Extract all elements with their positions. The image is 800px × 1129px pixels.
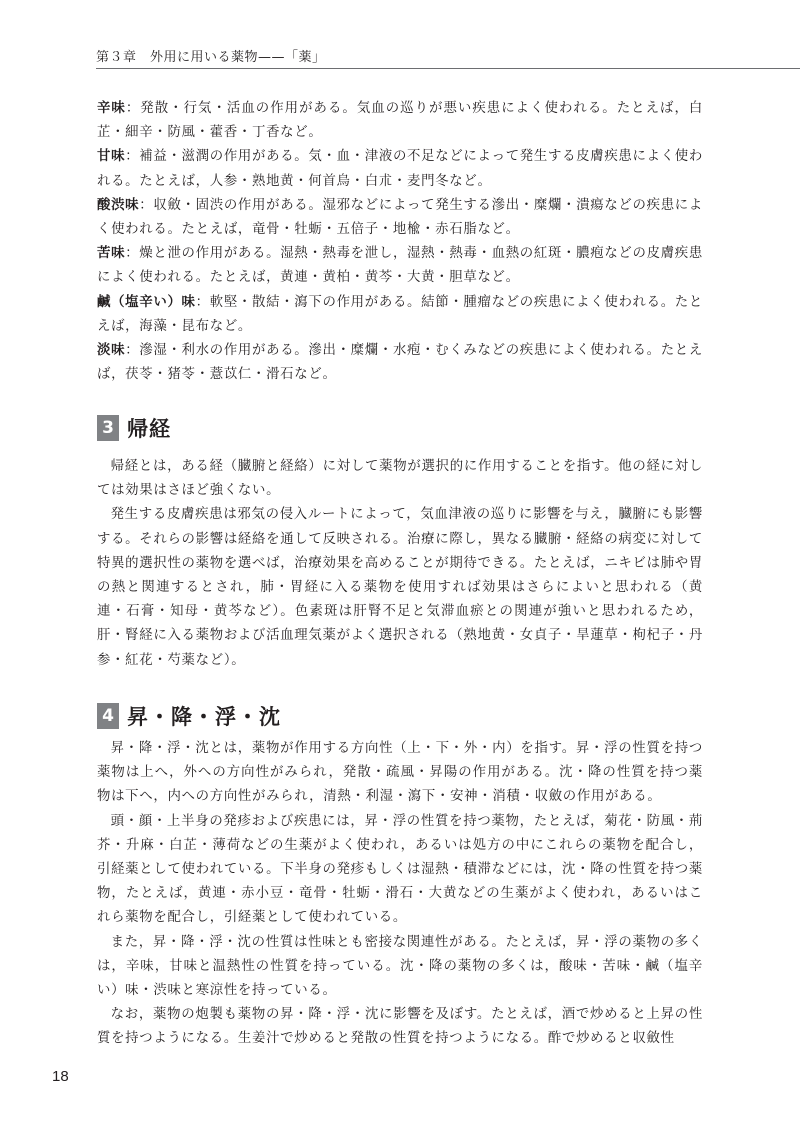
paragraph: 帰経とは，ある経（臓腑と経絡）に対して薬物が選択的に作用することを指す。他の経に対しては効果はさほど強くない。 [97, 459, 703, 499]
taste-label: 辛味 [97, 101, 126, 116]
taste-list [97, 97, 703, 387]
taste-text: ：収斂・固渋の作用がある。湿邪などによって発生する滲出・糜爛・潰瘍などの疾患によく使われる。たとえば，竜骨・牡蛎・五倍子・地楡・赤石脂など。 [97, 197, 703, 238]
section-4-body [97, 737, 703, 1052]
section-number-badge: 3 [97, 415, 119, 441]
page-number: 18 [52, 1068, 69, 1085]
taste-text: ：滲湿・利水の作用がある。滲出・糜爛・水疱・むくみなどの疾患によく使われる。たとえば，茯苓・猪苓・薏苡仁・滑石など。 [97, 343, 703, 383]
section-title: 帰経 [127, 417, 171, 441]
paragraph: 昇・降・浮・沈とは，薬物が作用する方向性（上・下・外・内）を指す。昇・浮の性質を持つ薬物は上へ，外への方向性がみられ，発散・疏風・昇陽の作用がある。沈・降の性質を持つ薬物は下へ，内への方向性がみられ，清熱・利湿・瀉下・安神・消積・収斂の作用がある。 [97, 741, 703, 805]
taste-label: 苦味 [97, 246, 126, 262]
paragraph: 発生する皮膚疾患は邪気の侵入ルートによって，気血津液の巡りに影響を与え，臓腑にも影響する。それらの影響は経絡を通して反映される。治療に際し，異なる臓腑・経絡の病変に対して特異的選択性の薬物を選べば，治療効果を高めることが期待できる。たとえば，ニキビは肺や胃の熱と関連するとされ，肺・胃経に入る薬物を使用すれば効果はさらによいと思われる（黄連・石膏・知母・黄芩など）。色素斑は肝腎不足と気滞血瘀との関連が強いと思われるため，肝・腎経に入る薬物および活血理気薬がよく選択される（熟地黄・女貞子・旱蓮草・枸杞子・丹参・紅花・芍薬など）。 [97, 507, 703, 668]
taste-item [97, 242, 703, 290]
paragraph: また，昇・降・浮・沈の性質は性味とも密接な関連性がある。たとえば，昇・浮の薬物の多くは，辛味，甘味と温熱性の性質を持っている。沈・降の薬物の多くは，酸味・苦味・鹹（塩辛い）味・渋味と寒涼性を持っている。 [97, 934, 703, 999]
taste-item [97, 291, 703, 339]
taste-text: ：発散・行気・活血の作用がある。気血の巡りが悪い疾患によく使われる。たとえば，白芷・細辛・防風・藿香・丁香など。 [97, 101, 703, 141]
taste-label: 淡味 [97, 343, 126, 359]
taste-text: ：軟堅・散結・瀉下の作用がある。結節・腫瘤などの疾患によく使われる。たとえば，海藻・昆布など。 [97, 294, 703, 334]
taste-label: 酸渋味 [97, 197, 140, 213]
taste-label: 鹹（塩辛い）味 [97, 294, 196, 310]
taste-item [97, 97, 703, 145]
section-3-heading [97, 412, 703, 444]
paragraph: なお，薬物の炮製も薬物の昇・降・浮・沈に影響を及ぼす。たとえば，酒で炒めると上昇の性質を持つようになる。生姜汁で炒めると発散の性質を持つようになる。酢で炒めると収斂性 [97, 1007, 703, 1047]
taste-item [97, 194, 703, 242]
taste-text: ：燥と泄の作用がある。湿熱・熱毒を泄し，湿熱・熱毒・血熱の紅斑・膿疱などの皮膚疾患によく使われる。たとえば，黄連・黄柏・黄芩・大黄・胆草など。 [97, 246, 703, 286]
section-number-badge: 4 [97, 703, 119, 729]
section-4-heading [97, 700, 703, 732]
header-rule [96, 68, 800, 69]
paragraph: 頭・顔・上半身の発疹および疾患には，昇・浮の性質を持つ薬物，たとえば，菊花・防風・荊芥・升麻・白芷・薄荷などの生薬がよく使われ，あるいは処方の中にこれらの薬物を配合し，引経薬として使われている。下半身の発疹もしくは湿熱・積滞などには，沈・降の性質を持つ薬物，たとえば，黄連・赤小豆・竜骨・牡蛎・滑石・大黄などの生薬がよく使われ，あるいはこれら薬物を配合し，引経薬として使われている。 [97, 813, 703, 926]
taste-label: 甘味 [97, 149, 126, 165]
taste-text: ：補益・滋潤の作用がある。気・血・津液の不足などによって発生する皮膚疾患によく使われる。たとえば，人参・熟地黄・何首烏・白朮・麦門冬など。 [97, 149, 703, 189]
section-3-body [97, 455, 703, 673]
taste-item [97, 339, 703, 387]
section-title: 昇・降・浮・沈 [127, 705, 281, 729]
taste-item [97, 145, 703, 193]
running-header: 第３章 外用に用いる薬物——「薬」 [96, 50, 326, 65]
